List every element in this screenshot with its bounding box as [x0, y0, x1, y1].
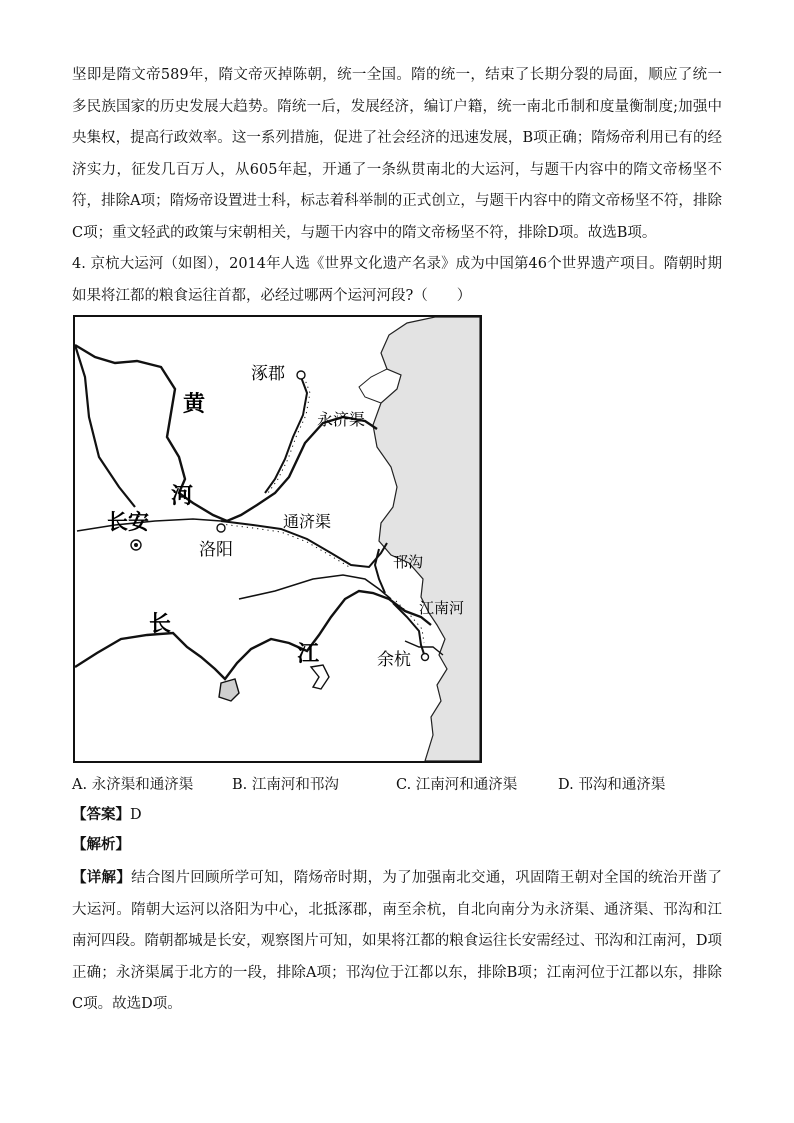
yongjiqu-canal [265, 377, 307, 493]
lake [219, 679, 239, 701]
grand-canal-map [73, 315, 482, 763]
question-4-text: 4. 京杭大运河（如图），2014年人选《世界文化遗产名录》成为中国第46个世界遗产项目。隋朝时期如果将江都的粮食运往首都，必经过哪两个运河河段?（ ） [72, 256, 722, 304]
luoyang-marker [217, 524, 225, 532]
tributary-river [77, 519, 221, 531]
yellow-river [75, 345, 377, 521]
label-hangou: 邗沟 [393, 553, 424, 571]
option-c[interactable] [396, 771, 517, 799]
yuhang-marker [422, 654, 429, 661]
option-c-text: 江南河和通济渠 [415, 777, 518, 793]
label-luoyang: 洛阳 [199, 540, 233, 560]
label-zhuojun: 涿郡 [251, 364, 285, 384]
detail-explanation [72, 862, 722, 1021]
answer-options [72, 771, 722, 799]
option-a-text: 永济渠和通济渠 [91, 777, 194, 793]
analysis-line [72, 831, 130, 859]
answer-label: 【答案】 [72, 806, 130, 823]
zhuojun-marker [297, 371, 305, 379]
bay-outline [359, 369, 387, 403]
option-c-letter: C. [396, 777, 412, 793]
label-tongjiqu: 通济渠 [283, 512, 332, 531]
label-huang: 黄 [183, 392, 206, 417]
option-a-letter: A. [72, 777, 88, 793]
label-jiang: 江 [297, 642, 320, 667]
huai-river [239, 575, 391, 599]
yellow-river-west [75, 345, 135, 507]
answer-value: D [130, 807, 142, 823]
option-b-letter: B. [232, 777, 248, 793]
label-chang: 长 [149, 612, 172, 637]
changan-marker-dot [134, 543, 138, 547]
lake-east [311, 665, 329, 689]
previous-question-explanation: 坚即是隋文帝589年，隋文帝灭掉陈朝，统一全国。隋的统一，结束了长期分裂的局面，顺应了统一多民族国家的历史发展大趋势。隋统一后，发展经济，编订户籍，统一南北币制和度量衡制度;加强中央集权，提高行政效率。这一系列措施，促进了社会经济的迅速发展，B项正确；隋炀帝利用已有的经济实力，征发几百万人，从605年起，开通了一条纵贯南北的大运河，与题干内容中的隋文帝杨坚不符，排除A项；隋炀帝设置进士科，标志着科举制的正式创立，与题干内容中的隋文帝杨坚不符，排除C项；重文轻武的政策与宋朝相关，与题干内容中的隋文帝杨坚不符，排除D项。故选B项。 [72, 67, 722, 241]
label-jiangnanhe: 江南河 [419, 599, 465, 617]
label-yongjiqu: 永济渠 [317, 410, 366, 429]
label-he: 河 [171, 484, 194, 509]
label-yuhang: 余杭 [377, 650, 411, 670]
analysis-label: 【解析】 [72, 836, 130, 853]
option-d-letter: D. [558, 777, 574, 793]
detail-text: 结合图片回顾所学可知，隋炀帝时期，为了加强南北交通，巩固隋王朝对全国的统治开凿了大运河。隋朝大运河以洛阳为中心，北抵涿郡，南至余杭，自北向南分为永济渠、通济渠、邗沟和江南河四段。隋朝都城是长安，观察图片可知，如果将江都的粮食运往长安需经过、邗沟和江南河，D项正确；永济渠属于北方的一段，排除A项；邗沟位于江都以东，排除B项；江南河位于江都以东，排除C项。故选D项。 [72, 870, 723, 1012]
option-a[interactable] [72, 771, 193, 799]
option-b-text: 江南河和邗沟 [251, 777, 339, 793]
option-d[interactable] [558, 771, 665, 799]
answer-line [72, 801, 142, 829]
detail-label: 【详解】 [72, 869, 132, 886]
sea-area [373, 317, 480, 761]
option-d-text: 邗沟和通济渠 [578, 777, 666, 793]
label-changan: 长安 [107, 510, 149, 534]
option-b[interactable] [232, 771, 339, 799]
